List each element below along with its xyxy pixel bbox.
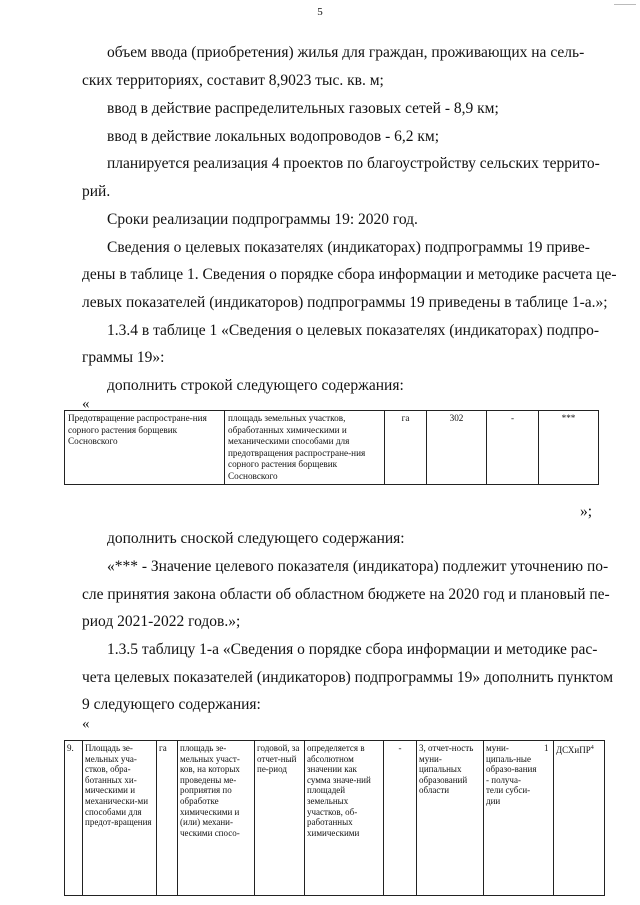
paragraph-line: левых показателей (индикаторов) подпрограммы 19 приведены в таблице 1-а.»; — [82, 294, 608, 311]
responsible-text: ДСХиПР — [556, 745, 591, 755]
paragraph-line: ввод в действие распределительных газовых сетей - 8,9 км; — [107, 100, 499, 117]
method-table — [64, 740, 605, 896]
paragraph-line: рий. — [82, 183, 111, 200]
paragraph-line: планируется реализация 4 проектов по благоустройству сельских террито- — [107, 155, 600, 172]
responsible-cell — [554, 741, 605, 896]
row-number-cell: 9. — [65, 741, 83, 896]
paragraph-line: 1.3.4 в таблице 1 «Сведения о целевых показателях (индикаторах) подпро- — [107, 322, 600, 339]
table-row — [65, 741, 605, 896]
indicator-name-cell: Площадь зе-мельных уча-стков, обра-ботанных хи-мическими и механически-ми способами для предот-вращения — [83, 741, 157, 896]
responsible-superscript: 4 — [590, 745, 594, 751]
note-cell: *** — [539, 411, 599, 485]
paragraph-line: объем ввода (приобретения) жилья для граждан, проживающих на сель- — [107, 44, 585, 61]
indicator-name-cell: Предотвращение распростране-ния сорного растения борщевик Сосновского — [65, 411, 225, 485]
close-quote: »; — [580, 503, 593, 520]
period-cell: годовой, за отчет-ный пе-риод — [255, 741, 305, 896]
page-number: 5 — [317, 6, 323, 18]
open-quote: « — [82, 716, 90, 732]
count-cell: 1 — [540, 741, 554, 896]
unit-cell: га — [385, 411, 427, 485]
paragraph-line: чета целевых показателей (индикаторов) подпрограммы 19» дополнить пунктом — [82, 669, 613, 686]
table-row — [65, 411, 599, 485]
paragraph-line: граммы 19»: — [82, 349, 165, 366]
paragraph-line: Сроки реализации подпрограммы 19: 2020 год. — [107, 211, 418, 228]
paragraph-line: сле принятия закона области об областном бюджете на 2020 год и плановый пе- — [82, 586, 610, 603]
subject-cell: муни-ципаль-ные образо-вания - получа-тели субси-дии — [484, 741, 540, 896]
indicator-description-cell: площадь земельных участков, обработанных химическими и механическими способами для предотвращения распростране-ния сорного растения борщевик Сосновского — [225, 411, 385, 485]
value-cell: 302 — [427, 411, 487, 485]
paragraph-line: дополнить сноской следующего содержания: — [107, 530, 405, 547]
source-cell: 3, отчет-ность муни-ципальных образований области — [417, 741, 484, 896]
paragraph-line: дополнить строкой следующего содержания: — [107, 377, 404, 394]
paragraph-line: риод 2021-2022 годов.»; — [82, 613, 241, 630]
indicator-table — [64, 410, 599, 485]
paragraph-line: ввод в действие локальных водопроводов - 6,2 км; — [107, 128, 440, 145]
paragraph-line: Сведения о целевых показателях (индикаторах) подпрограммы 19 приве- — [107, 239, 590, 256]
method-cell: определяется в абсолютном значении как сумма значе-ний площадей земельных участков, об-работанных химическими — [305, 741, 384, 896]
paragraph-line: 1.3.5 таблицу 1-а «Сведения о порядке сбора информации и методике рас- — [107, 641, 598, 658]
corner-mark — [614, 0, 636, 5]
paragraph-line: 9 следующего содержания: — [82, 696, 261, 713]
dash-cell: - — [384, 741, 417, 896]
paragraph-line: дены в таблице 1. Сведения о порядке сбора информации и методике расчета це- — [82, 266, 617, 283]
definition-cell: площадь зе-мельных участ-ков, на которых проведены ме-роприятия по обработке химическими и (или) механи-ческими спосо- — [178, 741, 255, 896]
unit-cell: га — [157, 741, 178, 896]
open-quote: « — [82, 396, 90, 412]
paragraph-line: «*** - Значение целевого показателя (индикатора) подлежит уточнению по- — [107, 558, 609, 575]
paragraph-line: ских территориях, составит 8,9023 тыс. кв. м; — [82, 72, 384, 89]
dash-cell: - — [487, 411, 539, 485]
